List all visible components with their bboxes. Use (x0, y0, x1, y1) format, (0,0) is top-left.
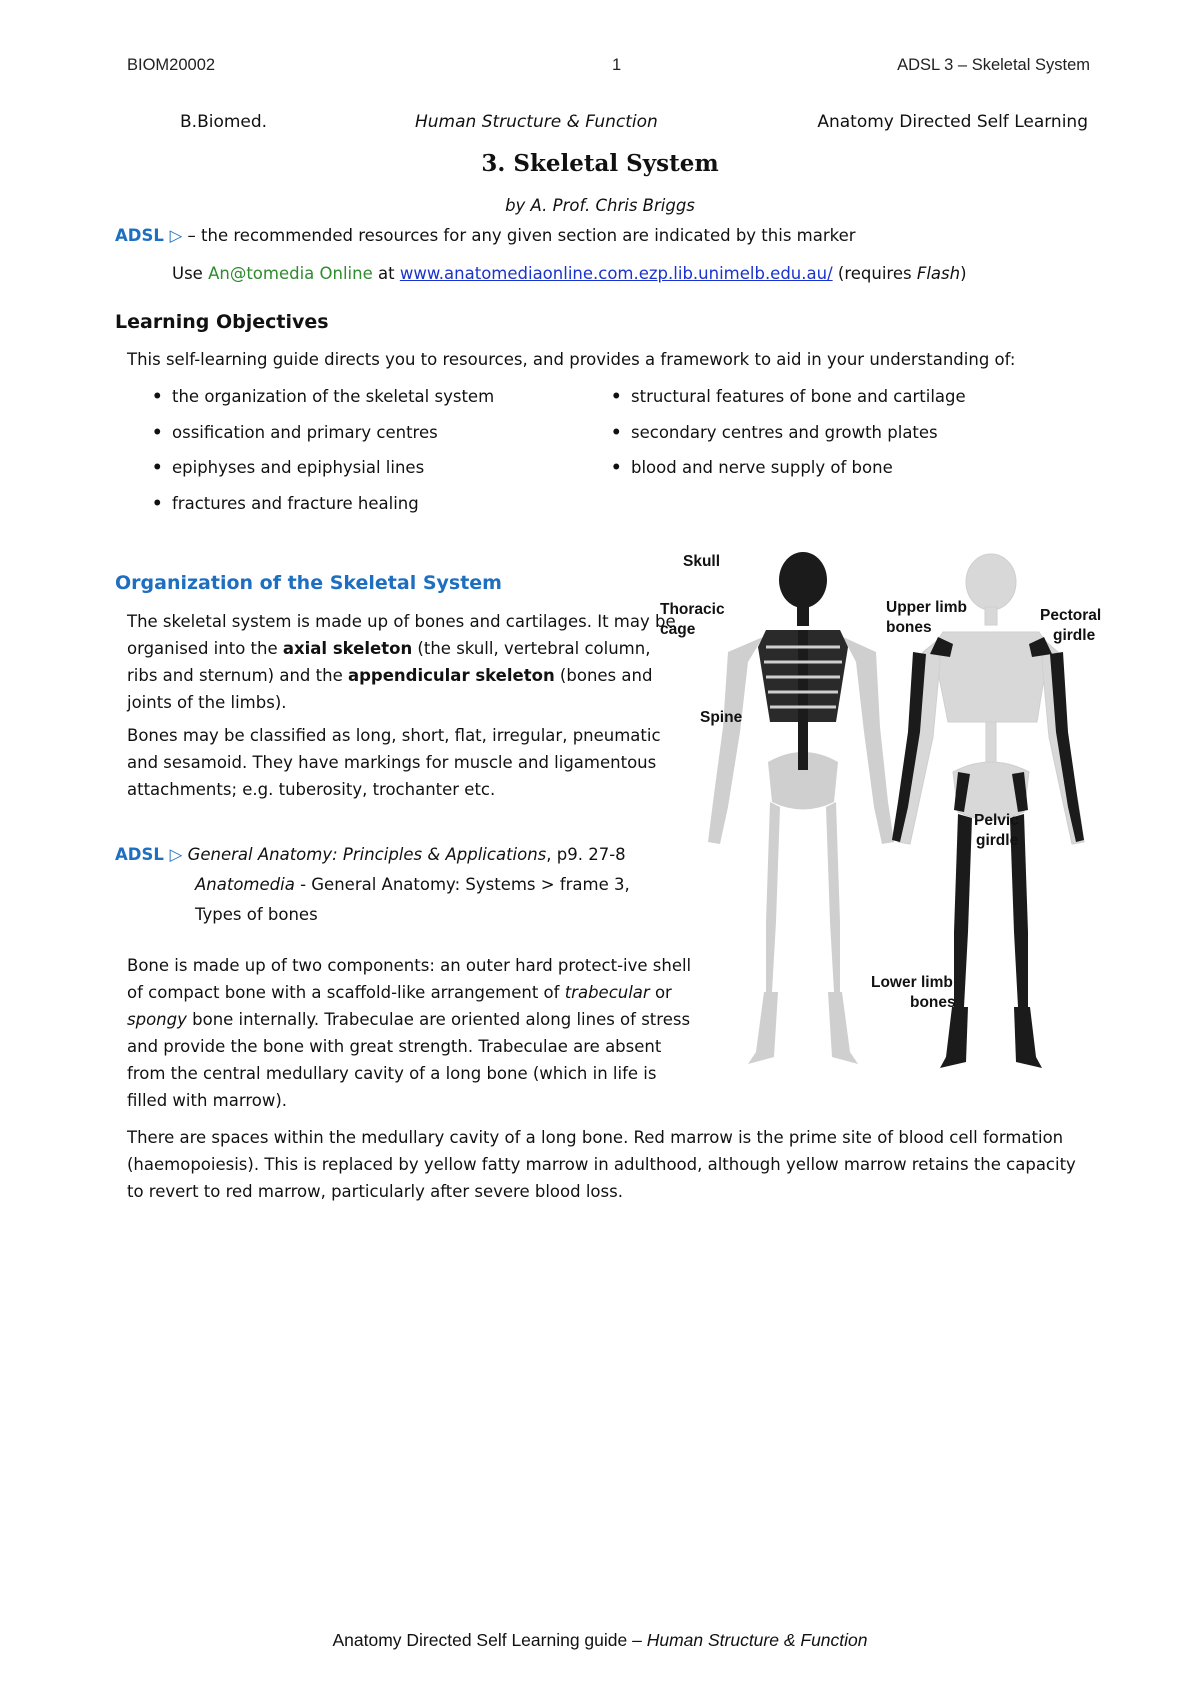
resource-at-text: at (372, 264, 400, 283)
footer-text: Anatomy Directed Self Learning guide – (332, 1630, 647, 1650)
label-pectoral-girdle-1: Pectoral (1040, 607, 1102, 624)
skeleton-figure (660, 552, 1108, 1077)
label-lower-limb-1: Lower limb (871, 974, 953, 991)
objectives-list-right (607, 386, 1087, 493)
subheader-guide-type: Anatomy Directed Self Learning (817, 112, 1088, 132)
label-upper-limb-2: bones (886, 619, 932, 636)
requires-text: (requires (832, 264, 917, 283)
subheader-subject: Human Structure & Function (415, 112, 658, 132)
organization-column (127, 608, 682, 803)
list-item: • fractures and fracture healing (148, 493, 578, 529)
paragraph-skeleton-overview: The skeletal system is made up of bones and cartilages. It may be organised into the axial skeleton (the skull, vertebral column, ribs and sternum) and the appendicular skeleton (bones and joints of the limbs). (127, 612, 676, 712)
anatomedia-url-link[interactable]: www.anatomediaonline.com.ezp.lib.unimelb.edu.au/ (399, 264, 833, 283)
list-item: • the organization of the skeletal system (148, 386, 578, 422)
label-upper-limb-1: Upper limb (886, 599, 967, 616)
label-spine: Spine (700, 709, 743, 726)
resource-use-text: Use (172, 264, 209, 283)
list-item: • secondary centres and growth plates (607, 422, 1087, 458)
adsl-marker-line (115, 222, 856, 249)
label-thoracic-cage-1: Thoracic (660, 601, 725, 618)
requires-item: Flash (916, 264, 961, 283)
list-item: • structural features of bone and cartilage (607, 386, 1087, 422)
footer-subject: Human Structure & Function (646, 1630, 868, 1650)
learning-objectives-intro: This self-learning guide directs you to resources, and provides a framework to aid in your understanding of: (127, 350, 1016, 369)
adsl-resource-block: ADSL ▷ General Anatomy: Principles & Applications, p9. 27-8 Anatomedia - General Anatomy: Systems > frame 3, Types of bones (115, 840, 695, 930)
list-item: • blood and nerve supply of bone (607, 457, 1087, 493)
paragraph-bone-components: Bone is made up of two components: an outer hard protect-ive shell of compact bone with a scaffold-like arrangement of trabecular or spongy bone internally. Trabeculae are oriented along lines of stress and provide the bone with great strength. Trabeculae are absent from the central medullary cavity of a long bone (which in life is filled with marrow). (127, 956, 692, 1110)
label-skull: Skull (683, 553, 721, 570)
paragraph-bone-classification: Bones may be classified as long, short, flat, irregular, pneumatic and sesamoid. They have markings for muscle and ligamentous attachments; e.g. tuberosity, trochanter etc. (127, 726, 661, 799)
header-module-title: ADSL 3 – Skeletal System (897, 56, 1090, 74)
anatomedia-product-name: An@tomedia Online (208, 264, 373, 283)
adsl-marker-tag: ADSL ▷ (115, 845, 183, 864)
resource-frame-title: Types of bones (195, 905, 318, 924)
label-pectoral-girdle-2: girdle (1053, 627, 1096, 644)
page-title: 3. Skeletal System (481, 150, 719, 177)
requires-close: ) (960, 264, 967, 283)
label-thoracic-cage-2: cage (660, 621, 696, 638)
objectives-list-left (148, 386, 578, 528)
header-course-code: BIOM20002 (127, 56, 216, 74)
list-item: • ossification and primary centres (148, 422, 578, 458)
resource-line (172, 260, 967, 287)
subheader-degree: B.Biomed. (180, 112, 268, 132)
learning-objectives-heading: Learning Objectives (115, 311, 329, 333)
author-byline: by A. Prof. Chris Briggs (505, 196, 695, 215)
adsl-marker-text: – the recommended resources for any given section are indicated by this marker (182, 226, 856, 245)
adsl-marker-tag: ADSL ▷ (115, 226, 183, 245)
label-lower-limb-2: bones (910, 994, 956, 1011)
list-item: • epiphyses and epiphysial lines (148, 457, 578, 493)
label-pelvic-girdle-1: Pelvic (974, 812, 1019, 829)
organization-heading: Organization of the Skeletal System (115, 572, 502, 594)
header-page-number: 1 (612, 56, 622, 74)
page-footer (0, 1630, 1200, 1651)
paragraph-marrow: There are spaces within the medullary cavity of a long bone. Red marrow is the prime site of blood cell formation (haemopoiesis). This is replaced by yellow fatty marrow in adulthood, although yellow marrow retains the capacity to revert to red marrow, particularly after severe blood loss. (127, 1128, 1076, 1201)
label-pelvic-girdle-2: girdle (976, 832, 1019, 849)
